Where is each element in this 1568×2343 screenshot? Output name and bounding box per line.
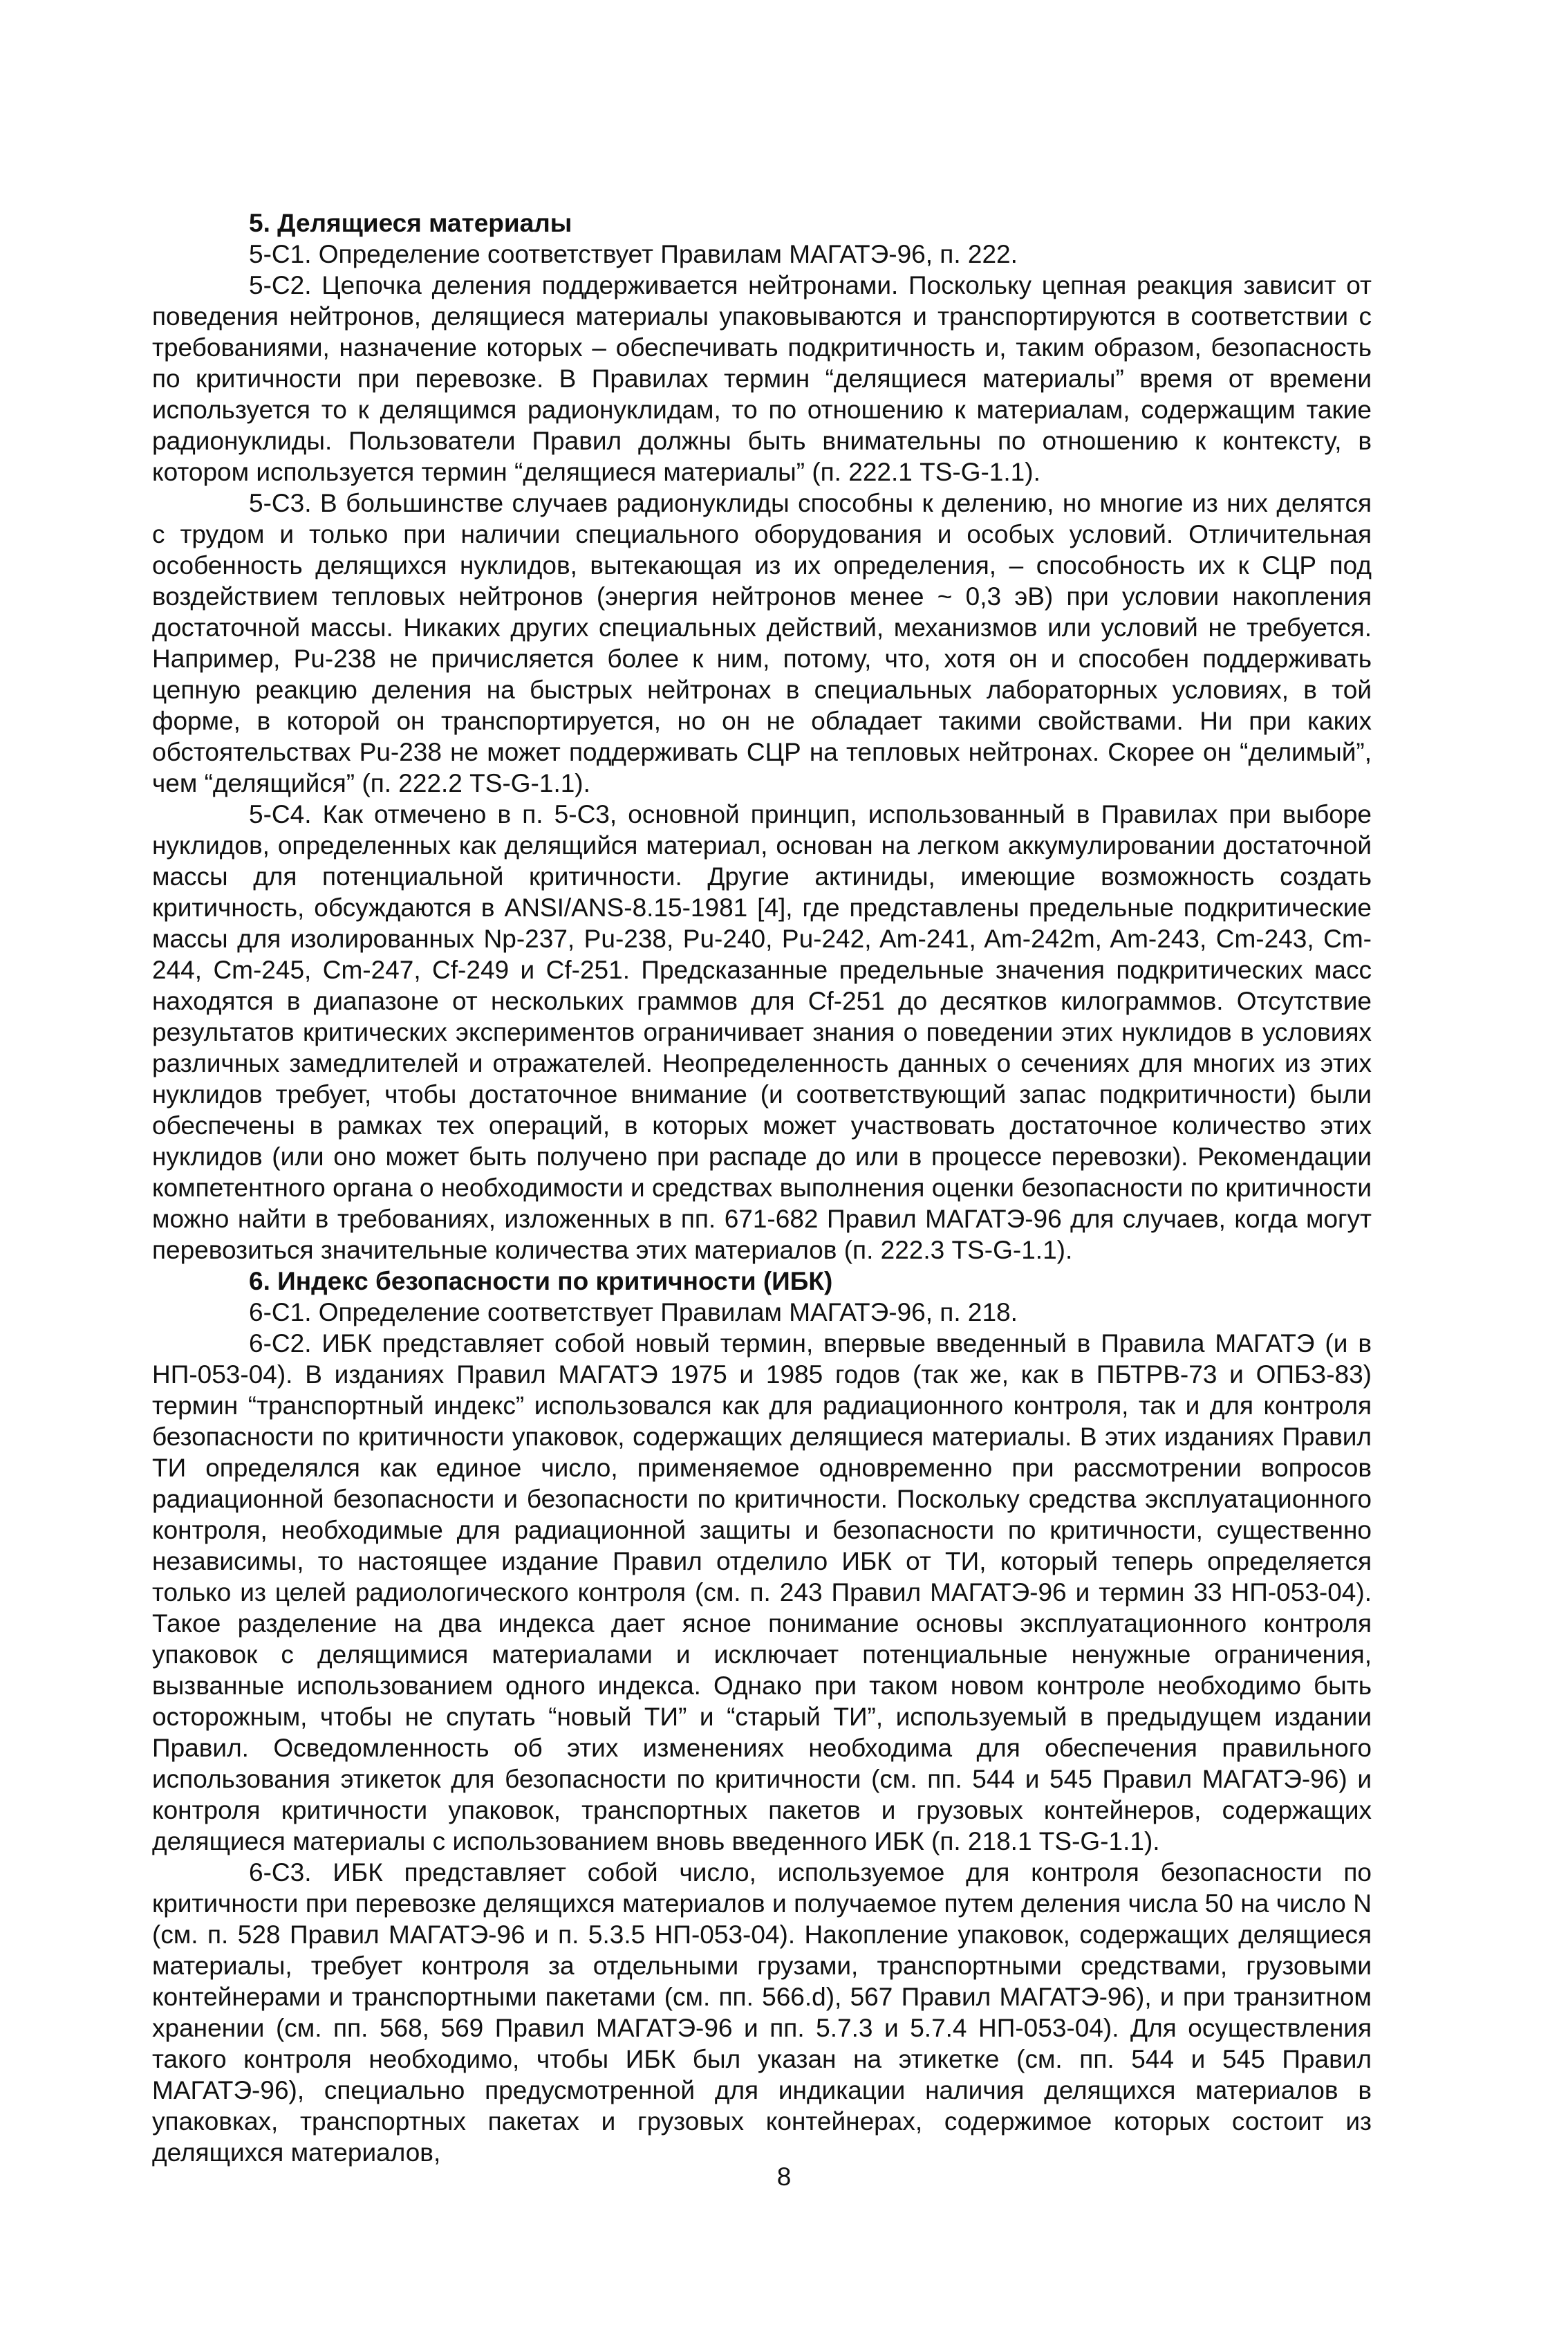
paragraph-6-c3: 6-С3. ИБК представляет собой число, используемое для контроля безопасности по критичности при перевозке делящихся материалов и получаемое путем деления числа 50 на число N (см. п. 528 Правил МАГАТЭ-96 и п. 5.3.5 НП-053-04). Накопление упаковок, содержащих делящиеся материалы, требует контроля за отдельными грузами, транспортными средствами, грузовыми контейнерами и транспортными пакетами (см. пп. 566.d), 567 Правил МАГАТЭ-96), и при транзитном хранении (см. пп. 568, 569 Правил МАГАТЭ-96 и пп. 5.7.3 и 5.7.4 НП-053-04). Для осуществления такого контроля необходимо, чтобы ИБК был указан на этикетке (см. пп. 544 и 545 Правил МАГАТЭ-96), специально предусмотренной для индикации наличия делящихся материалов в упаковках, транспортных пакетах и грузовых контейнерах, содержимое которых состоит из делящихся материалов, (152, 1858, 1372, 2167)
section-fissile-materials (152, 207, 1372, 1266)
section-criticality-safety-index (152, 1266, 1372, 2168)
paragraph-6-c1: 6-С1. Определение соответствует Правилам МАГАТЭ-96, п. 218. (249, 1298, 1018, 1326)
page-number: 8 (776, 2163, 792, 2191)
section-heading: 6. Индекс безопасности по критичности (ИБК) (249, 1267, 833, 1295)
paragraph-5-c2: 5-С2. Цепочка деления поддерживается нейтронами. Поскольку цепная реакция зависит от поведения нейтронов, делящиеся материалы упаковываются и транспортируются в соответствии с требованиями, назначение которых – обеспечивать подкритичность и, таким образом, безопасность по критичности при перевозке. В Правилах термин “делящиеся материалы” время от времени используется то к делящимся радионуклидам, то по отношению к материалам, содержащим такие радионуклиды. Пользователи Правил должны быть внимательны по отношению к контексту, в котором используется термин “делящиеся материалы” (п. 222.1 TS-G-1.1). (152, 271, 1372, 486)
paragraph-6-c2: 6-С2. ИБК представляет собой новый термин, впервые введенный в Правила МАГАТЭ (и в НП-053-04). В изданиях Правил МАГАТЭ 1975 и 1985 годов (так же, как в ПБТРВ-73 и ОПБЗ-83) термин “транспортный индекс” использовался как для радиационного контроля, так и для контроля безопасности по критичности упаковок, содержащих делящиеся материалы. В этих изданиях Правил ТИ определялся как единое число, применяемое одновременно при рассмотрении вопросов радиационной безопасности и безопасности по критичности. Поскольку средства эксплуатационного контроля, необходимые для радиационной защиты и безопасности по критичности, существенно независимы, то настоящее издание Правил отделило ИБК от ТИ, который теперь определяется только из целей радиологического контроля (см. п. 243 Правил МАГАТЭ-96 и термин 33 НП-053-04). Такое разделение на два индекса дает ясное понимание основы эксплуатационного контроля упаковок с делящимися материалами и исключает потенциальные ненужные ограничения, вызванные использованием одного индекса. Однако при таком новом контроле необходимо быть осторожным, чтобы не спутать “новый ТИ” и “старый ТИ”, используемый в предыдущем издании Правил. Осведомленность об этих изменениях необходима для обеспечения правильного использования этикеток для безопасности по критичности (см. пп. 544 и 545 Правил МАГАТЭ-96) и контроля критичности упаковок, транспортных пакетов и грузовых контейнеров, содержащих делящиеся материалы с использованием вновь введенного ИБК (п. 218.1 TS-G-1.1). (152, 1329, 1372, 1855)
section-heading: 5. Делящиеся материалы (249, 209, 572, 237)
paragraph-5-c1: 5-С1. Определение соответствует Правилам МАГАТЭ-96, п. 222. (249, 240, 1018, 268)
paragraph-5-c3: 5-С3. В большинстве случаев радионуклиды способны к делению, но многие из них делятся с трудом и только при наличии специального оборудования и особых условий. Отличительная особенность делящихся нуклидов, вытекающая из их определения, – способность их к СЦР под воздействием тепловых нейтронов (энергия нейтронов менее ~ 0,3 эВ) при условии накопления достаточной массы. Никаких других специальных действий, механизмов или условий не требуется. Например, Pu-238 не причисляется более к ним, потому, что, хотя он и способен поддерживать цепную реакцию деления на быстрых нейтронах в специальных лабораторных условиях, в той форме, в которой он транспортируется, но он не обладает такими свойствами. Ни при каких обстоятельствах Pu-238 не может поддерживать СЦР на тепловых нейтронах. Скорее он “делимый”, чем “делящийся” (п. 222.2 TS-G-1.1). (152, 489, 1372, 797)
paragraph-5-c4: 5-С4. Как отмечено в п. 5-С3, основной принцип, использованный в Правилах при выборе нуклидов, определенных как делящийся материал, основан на легком аккумулировании достаточной массы для потенциальной критичности. Другие актиниды, имеющие возможность создать критичность, обсуждаются в ANSI/ANS-8.15-1981 [4], где представлены предельные подкритические массы для изолированных Np-237, Pu-238, Pu-240, Pu-242, Am-241, Am-242m, Am-243, Cm-243, Cm-244, Cm-245, Cm-247, Cf-249 и Cf-251. Предсказанные предельные значения подкритических масс находятся в диапазоне от нескольких граммов для Cf-251 до десятков килограммов. Отсутствие результатов критических экспериментов ограничивает знания о поведении этих нуклидов в условиях различных замедлителей и отражателей. Неопределенность данных о сечениях для многих из этих нуклидов требует, чтобы достаточное внимание (и соответствующий запас подкритичности) были обеспечены в рамках тех операций, в которых может участвовать достаточное количество этих нуклидов (или оно может быть получено при распаде до или в процессе перевозки). Рекомендации компетентного органа о необходимости и средствах выполнения оценки безопасности по критичности можно найти в требованиях, изложенных в пп. 671-682 Правил МАГАТЭ-96 для случаев, когда могут перевозиться значительные количества этих материалов (п. 222.3 TS-G-1.1). (152, 800, 1372, 1264)
document-page (152, 207, 1372, 2168)
